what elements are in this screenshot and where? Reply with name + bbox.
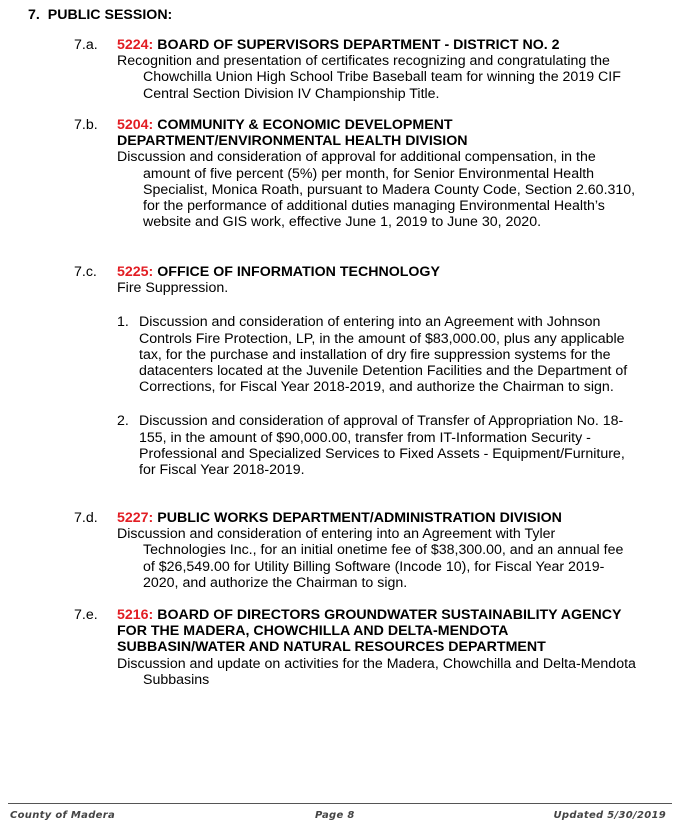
item-heading [117, 264, 637, 280]
footer-updated-date: Updated 5/30/2019 [553, 810, 666, 821]
item-title: OFFICE OF INFORMATION TECHNOLOGY [157, 264, 440, 280]
item-title: BOARD OF DIRECTORS GROUNDWATER SUSTAINABILITY AGENCY FOR THE MADERA, CHOWCHILLA AND DELTA-MENDOTA SUBBASIN/WATER AND NATURAL RESOURCES DEPARTMENT [117, 607, 622, 656]
sub-item-text: Discussion and consideration of entering into an Agreement with Johnson Controls Fire Protection, LP, in the amount of $83,000.00, plus any applicable tax, for the purchase and installation of dry fire suppression systems for the datacenters located at the Juvenile Detention Facilities and the Department of Corrections, for Fiscal Year 2018-2019, and authorize the Chairman to sign. [139, 314, 628, 396]
footer-divider [8, 803, 672, 804]
item-title: COMMUNITY & ECONOMIC DEVELOPMENT DEPARTMENT/ENVIRONMENTAL HEALTH DIVISION [117, 117, 468, 150]
item-description: Recognition and presentation of certificates recognizing and congratulating the Chowchilla Union High School Tribe Baseball team for winning the 2019 CIF Central Section Division IV Championship Title. [117, 53, 621, 102]
item-heading [117, 117, 637, 149]
sub-item-list [117, 314, 637, 478]
item-number: 7.c. [74, 264, 97, 280]
item-heading [117, 607, 637, 656]
item-description: Fire Suppression. [117, 280, 229, 297]
item-title: BOARD OF SUPERVISORS DEPARTMENT - DISTRICT NO. 2 [157, 37, 560, 53]
item-number: 7.d. [74, 510, 98, 526]
sub-item-text: Discussion and consideration of approval of Transfer of Appropriation No. 18-155, in the amount of $90,000.00, transfer from IT-Information Security - Professional and Specialized Services to Fixed Assets - Equipment/Furniture, for Fiscal Year 2018-2019. [139, 413, 625, 479]
item-code: 5224: [117, 37, 154, 53]
item-description: Discussion and consideration of approval for additional compensation, in the amount of five percent (5%) per month, for Senior Environmental Health Specialist, Monica Roath, pursuant to Madera County Code, Section 2.60.310, for the performance of additional duties managing Environmental Health’s website and GIS work, effective June 1, 2019 to June 30, 2020. [117, 149, 636, 231]
item-description: Discussion and consideration of entering into an Agreement with Tyler Technologies Inc., for an initial onetime fee of $38,300.00, and an annual fee of $26,549.00 for Utility Billing Software (Incode 10), for Fiscal Year 2019-2020, and authorize the Chairman to sign. [117, 526, 624, 591]
sub-item-number: 2. [117, 413, 129, 430]
item-heading [117, 510, 637, 526]
item-number: 7.b. [74, 117, 98, 133]
item-code: 5204: [117, 117, 154, 133]
item-title: PUBLIC WORKS DEPARTMENT/ADMINISTRATION DIVISION [157, 510, 562, 526]
item-number: 7.e. [74, 607, 98, 623]
section-title: PUBLIC SESSION: [47, 7, 173, 23]
sub-item-number: 1. [117, 314, 129, 331]
item-body [117, 510, 637, 591]
item-heading [117, 37, 637, 53]
item-number: 7.a. [74, 37, 98, 53]
item-body [117, 264, 637, 496]
footer-county: County of Madera [10, 810, 116, 821]
item-description: Discussion and update on activities for the Madera, Chowchilla and Delta-Mendota Subbasins [117, 655, 636, 688]
item-body [117, 37, 637, 102]
section-number: 7. [28, 7, 40, 23]
section-heading [28, 7, 172, 23]
item-code: 5216: [117, 607, 154, 623]
sub-item [117, 314, 637, 395]
item-body [117, 117, 637, 230]
sub-item [117, 413, 637, 478]
item-body [117, 607, 637, 688]
item-code: 5227: [117, 510, 154, 526]
item-code: 5225: [117, 264, 154, 280]
footer-page-number: Page 8 [315, 810, 355, 821]
